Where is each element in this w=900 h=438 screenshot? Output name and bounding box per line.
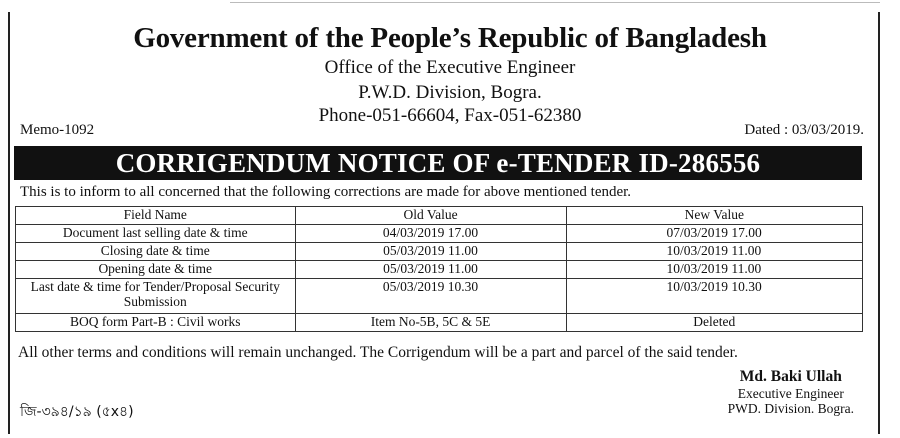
column-header: Old Value: [295, 207, 566, 225]
table-header-row: [16, 207, 863, 225]
corrections-table: [15, 206, 863, 332]
column-header: New Value: [566, 207, 862, 225]
field-name-cell: Last date & time for Tender/Proposal Security Submission: [16, 279, 296, 314]
field-name-cell: Document last selling date & time: [16, 225, 296, 243]
table-row: [16, 225, 863, 243]
contact-info: Phone-051-66604, Fax-051-62380: [318, 105, 582, 126]
field-name-cell: Opening date & time: [16, 261, 296, 279]
intro-text: This is to inform to all concerned that the following corrections are made for above mentioned tender.: [20, 184, 632, 200]
old-value-cell: 05/03/2019 11.00: [295, 243, 566, 261]
reference-code: জি-৩৯৪/১৯ (৫x৪): [20, 404, 134, 420]
new-value-cell: 07/03/2019 17.00: [566, 225, 862, 243]
notice-banner: CORRIGENDUM NOTICE OF e-TENDER ID-286556: [14, 146, 862, 180]
top-rule: [230, 2, 880, 3]
field-name-cell: BOQ form Part-B : Civil works: [16, 314, 296, 332]
old-value-cell: Item No-5B, 5C & 5E: [295, 314, 566, 332]
office-name: Office of the Executive Engineer: [324, 57, 576, 78]
signatory-office: PWD. Division. Bogra.: [727, 401, 854, 416]
division-name: P.W.D. Division, Bogra.: [358, 82, 542, 103]
old-value-cell: 04/03/2019 17.00: [295, 225, 566, 243]
column-header: Field Name: [16, 207, 296, 225]
new-value-cell: Deleted: [566, 314, 862, 332]
table-row: [16, 243, 863, 261]
table-row: [16, 279, 863, 314]
new-value-cell: 10/03/2019 11.00: [566, 261, 862, 279]
table-row: [16, 314, 863, 332]
old-value-cell: 05/03/2019 11.00: [295, 261, 566, 279]
signatory-name: Md. Baki Ullah: [739, 368, 842, 385]
terms-text: All other terms and conditions will remain unchanged. The Corrigendum will be a part and parcel of the said tender.: [18, 344, 738, 361]
signature-block: [728, 368, 854, 416]
government-title: Government of the People’s Republic of Bangladesh: [133, 22, 767, 54]
signatory-designation: Executive Engineer: [737, 386, 844, 401]
memo-number: Memo-1092: [20, 122, 95, 138]
notice-date: Dated : 03/03/2019.: [744, 122, 864, 138]
field-name-cell: Closing date & time: [16, 243, 296, 261]
table-row: [16, 261, 863, 279]
old-value-cell: 05/03/2019 10.30: [295, 279, 566, 314]
new-value-cell: 10/03/2019 10.30: [566, 279, 862, 314]
new-value-cell: 10/03/2019 11.00: [566, 243, 862, 261]
